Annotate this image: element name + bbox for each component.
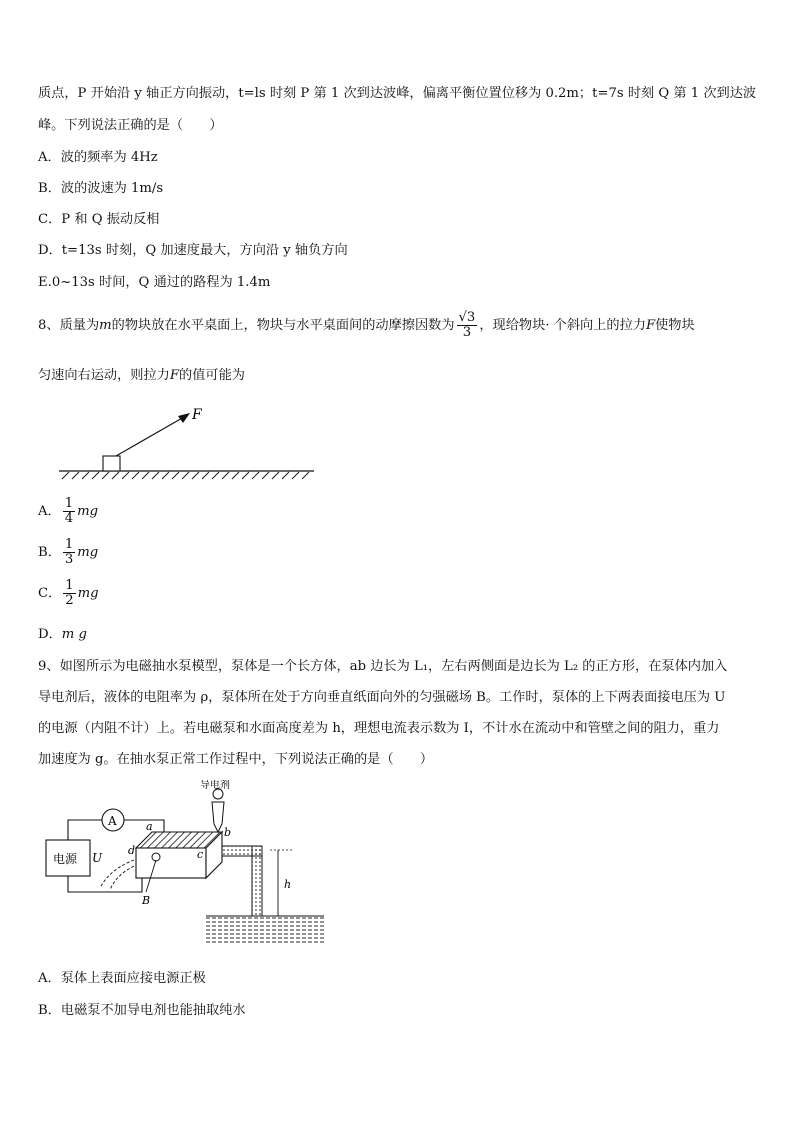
outlet-pipe-vertical [252,846,262,916]
block [103,456,120,471]
label-B: B [142,894,151,907]
q8-option-a: A． $\frac{1}{4}$ mg [38,496,99,526]
q9-stem-line-1: 9、如图所示为电磁抽水泵模型，泵体是一个长方体，ab 边长为 L₁，左右两侧面是边长为 L₂ 的正方形，在泵体内加入 [38,659,728,674]
q9-option-a: A．泵体上表面应接电源正极 [38,971,206,986]
wire-left-top [68,820,102,840]
voltage-label: U [92,851,103,865]
label-a: a [146,820,153,833]
force-label: F [192,407,202,423]
q7-stem-line-1: 质点，P 开始沿 y 轴正方向振动，t=ls 时刻 P 第 1 次到达波峰，偏离平衡位置位移为 0.2m；t=7s 时刻 Q 第 1 次到达波 [38,86,757,101]
q9-stem-line-4: 加速度为 g。在抽水泵正常工作过程中，下列说法正确的是（ ） [38,752,434,767]
height-label: h [284,878,292,891]
q8-stem-line-1: 8、质量为m的物块放在水平桌面上，物块与水平桌面间的动摩擦因数为 $\frac{√3}{3}$ ，现给物块· 个斜向上的拉力F使物块 [38,310,695,340]
q7-option-a: A．波的频率为 4Hz [38,150,158,165]
conductor-label: 导电剂 [200,780,230,791]
pump-front-face [136,848,206,878]
force-arrow [116,417,184,456]
label-c: c [197,848,204,861]
friction-coefficient: $\frac{√3}{3}$ [458,310,476,340]
ground-hatching [62,472,309,479]
water-body [206,917,324,943]
q9-stem-line-2: 导电剂后，液体的电阻率为 ρ，泵体所在处于方向垂直纸面向外的匀强磁场 B。工作时，泵体的上下两表面接电压为 U [38,690,726,705]
q9-figure [38,780,328,950]
label-b: b [224,826,232,839]
label-d: d [128,844,136,857]
q8-stem-line-2: 匀速向右运动，则拉力F的值可能为 [38,368,245,383]
mass-symbol: m [99,317,112,333]
conductor-dropper [212,802,224,832]
q8-option-b: B． $\frac{1}{3}$ mg [38,537,99,567]
force-symbol: F [645,317,656,333]
spray-line-1 [100,860,134,888]
spray-line-2 [110,866,134,890]
q8-option-d: D．m g [38,627,87,642]
q7-option-c: C．P 和 Q 振动反相 [38,212,160,227]
wire-to-pump-top [124,820,164,832]
ammeter-label: A [108,814,117,828]
q7-option-b: B．波的波速为 1m/s [38,181,164,196]
q7-option-e: E.0~13s 时间，Q 通过的路程为 1.4m [38,275,271,290]
q7-stem-line-2: 峰。下列说法正确的是（ ） [38,118,223,133]
q8-figure [56,405,318,485]
power-source-label: 电源 [53,852,78,866]
q7-option-d: D．t=13s 时刻，Q 加速度最大，方向沿 y 轴负方向 [38,243,348,258]
force-arrowhead [178,413,190,423]
q9-stem-line-3: 的电源（内阻不计）上。若电磁泵和水面高度差为 h，理想电流表示数为 I，不计水在流动中和管壁之间的阻力，重力 [38,721,720,736]
q9-option-b: B．电磁泵不加导电剂也能抽取纯水 [38,1003,246,1018]
q8-option-c: C． $\frac{1}{2}$ mg [38,578,99,608]
